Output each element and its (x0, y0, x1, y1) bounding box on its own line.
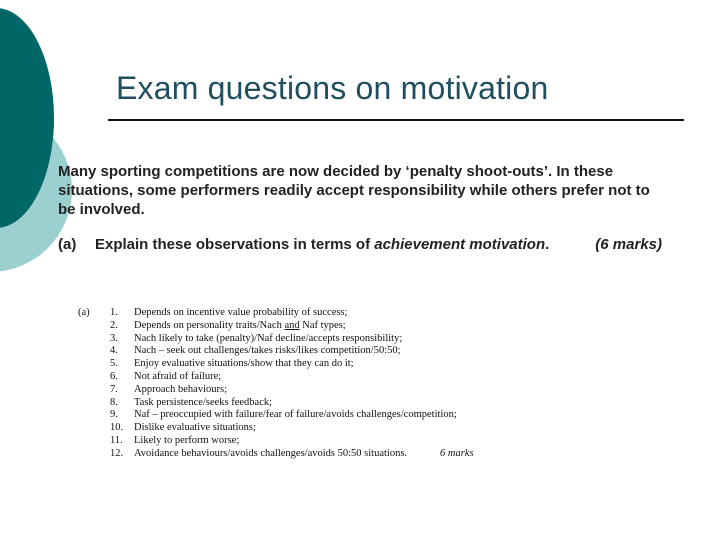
item-number: 2. (110, 319, 118, 331)
list-item (110, 345, 500, 358)
list-item (110, 384, 500, 397)
item-text-underlined: and (284, 319, 300, 331)
list-item (110, 333, 500, 346)
question-part-text-suffix: . (545, 236, 550, 253)
item-text (134, 320, 346, 333)
item-number: 6. (110, 370, 118, 382)
list-item (110, 409, 500, 422)
list-item (110, 448, 500, 461)
item-text: Nach likely to take (penalty)/Naf decline/accepts responsibility; (134, 332, 403, 344)
question-part-text-prefix: Explain these observations in terms of (95, 236, 375, 253)
item-text: Task persistence/seeks feedback; (134, 396, 273, 408)
question-stem-text: Many sporting competitions are now decided by ‘penalty shoot-outs’. In these situations, some performers readily accept responsibility while others prefer not to be involved. (58, 163, 650, 218)
item-text: Enjoy evaluative situations/show that they can do it; (134, 358, 354, 370)
mark-scheme-total-marks: 6 marks (440, 447, 474, 459)
item-number: 12. (110, 447, 124, 459)
list-item (110, 320, 500, 333)
item-number: 7. (110, 383, 118, 395)
question-part-label: (a) (58, 236, 77, 253)
item-text-part: Depends on personality traits/Nach (134, 319, 285, 331)
item-number: 4. (110, 345, 118, 357)
slide-title: Exam questions on motivation (116, 70, 549, 106)
item-text: Naf – preoccupied with failure/fear of failure/avoids challenges/competition; (134, 409, 457, 421)
list-item (110, 307, 500, 320)
mark-scheme-part-label: (a) (78, 307, 90, 318)
question-part-a (58, 236, 668, 256)
question-marks: (6 marks) (595, 236, 662, 253)
item-text: Likely to perform worse; (134, 434, 240, 446)
list-item (110, 435, 500, 448)
list-item (110, 422, 500, 435)
item-number: 8. (110, 396, 118, 408)
item-number: 1. (110, 307, 118, 318)
item-number: 11. (110, 434, 123, 446)
item-text: Not afraid of failure; (134, 370, 222, 382)
question-part-text (95, 236, 549, 253)
item-text: Approach behaviours; (134, 383, 228, 395)
item-text-part: Naf types; (299, 319, 346, 331)
item-text: Depends on incentive value probability of success; (134, 307, 348, 318)
question-stem (58, 162, 668, 219)
item-text: Nach – seek out challenges/takes risks/likes competition/50:50; (134, 345, 401, 357)
item-number: 9. (110, 409, 118, 421)
list-item (110, 358, 500, 371)
title-divider (108, 119, 684, 121)
mark-scheme-list (110, 307, 500, 461)
question-part-emphasis: achievement motivation (374, 236, 546, 253)
list-item (110, 397, 500, 410)
item-text: Dislike evaluative situations; (134, 422, 256, 434)
item-number: 10. (110, 422, 124, 434)
list-item (110, 371, 500, 384)
item-text: Avoidance behaviours/avoids challenges/avoids 50:50 situations. (134, 447, 408, 459)
item-number: 5. (110, 358, 118, 370)
item-number: 3. (110, 332, 118, 344)
